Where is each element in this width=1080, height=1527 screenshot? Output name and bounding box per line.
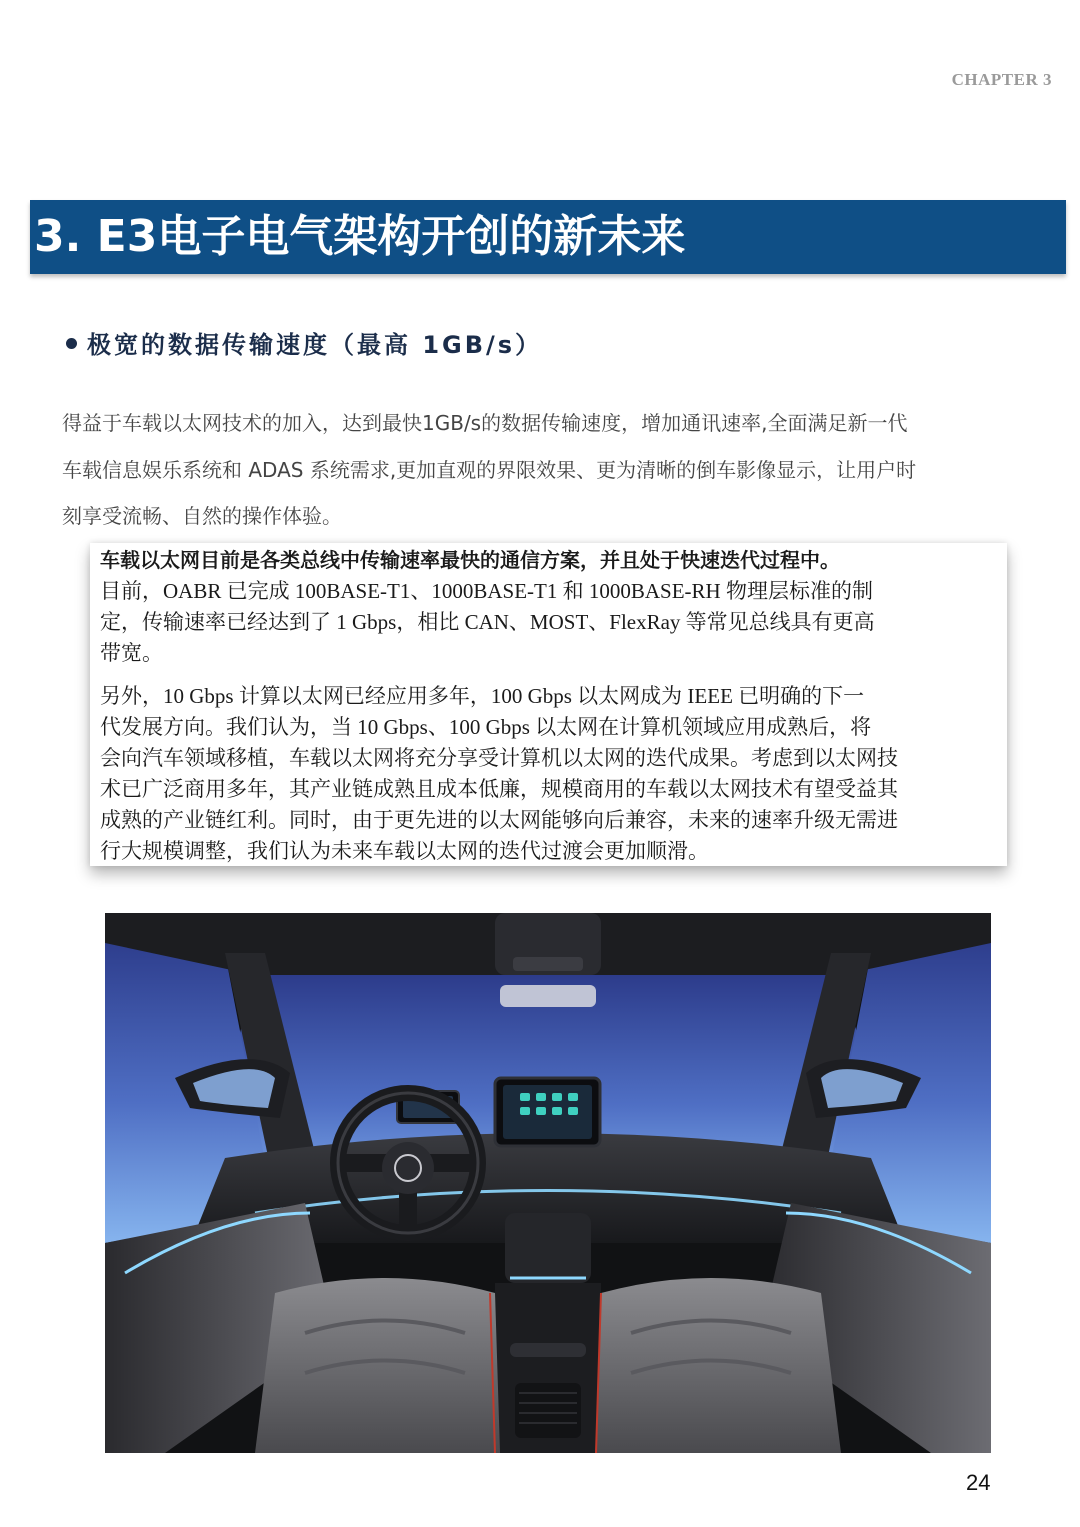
excerpt-paragraph-2 <box>100 681 990 867</box>
excerpt-line: 车载以太网目前是各类总线中传输速率最快的通信方案，并且处于快速迭代过程中。 <box>100 548 840 572</box>
page-title: 3. E3电子电气架构开创的新未来 <box>34 211 686 262</box>
chapter-label: CHAPTER 3 <box>951 70 1052 89</box>
intro-line: 得益于车载以太网技术的加入，达到最快1GB/s的数据传输速度，增加通讯速率,全面满足新一代 <box>62 411 908 435</box>
intro-line: 车载信息娱乐系统和 ADAS 系统需求,更加直观的界限效果、更为清晰的倒车影像显示，让用户时 <box>62 457 917 482</box>
intro-paragraph <box>62 400 1012 540</box>
quoted-excerpt <box>90 543 1007 866</box>
excerpt-line: 成熟的产业链红利。同时，由于更先进的以太网能够向后兼容，未来的速率升级无需进 <box>100 808 898 832</box>
excerpt-line: 会向汽车领域移植，车载以太网将充分享受计算机以太网的迭代成果。考虑到以太网技 <box>100 746 898 770</box>
excerpt-line: 代发展方向。我们认为，当 10 Gbps、100 Gbps 以太网在计算机领域应用成熟后，将 <box>100 715 872 739</box>
section-heading-text: 极宽的数据传输速度（最高 1GB/s） <box>87 330 543 359</box>
car-interior-photo <box>105 913 991 1453</box>
section-heading <box>66 322 542 362</box>
excerpt-line: 定，传输速率已经达到了 1 Gbps，相比 CAN、MOST、FlexRay 等常见总线具有更高 <box>100 610 875 634</box>
intro-line: 刻享受流畅、自然的操作体验。 <box>62 504 342 528</box>
excerpt-line: 目前，OABR 已完成 100BASE-T1、1000BASE-T1 和 1000BASE-RH 物理层标准的制 <box>100 579 873 603</box>
bullet-icon <box>66 338 77 349</box>
excerpt-line: 带宽。 <box>100 641 163 665</box>
page-number: 24 <box>966 1470 991 1495</box>
title-banner <box>30 200 1066 274</box>
excerpt-line: 另外，10 Gbps 计算以太网已经应用多年，100 Gbps 以太网成为 IEEE 已明确的下一 <box>100 684 865 708</box>
excerpt-paragraph-1 <box>100 545 990 669</box>
excerpt-line: 行大规模调整，我们认为未来车载以太网的迭代过渡会更加顺滑。 <box>100 839 709 863</box>
excerpt-line: 术已广泛商用多年，其产业链成熟且成本低廉，规模商用的车载以太网技术有望受益其 <box>100 777 898 801</box>
